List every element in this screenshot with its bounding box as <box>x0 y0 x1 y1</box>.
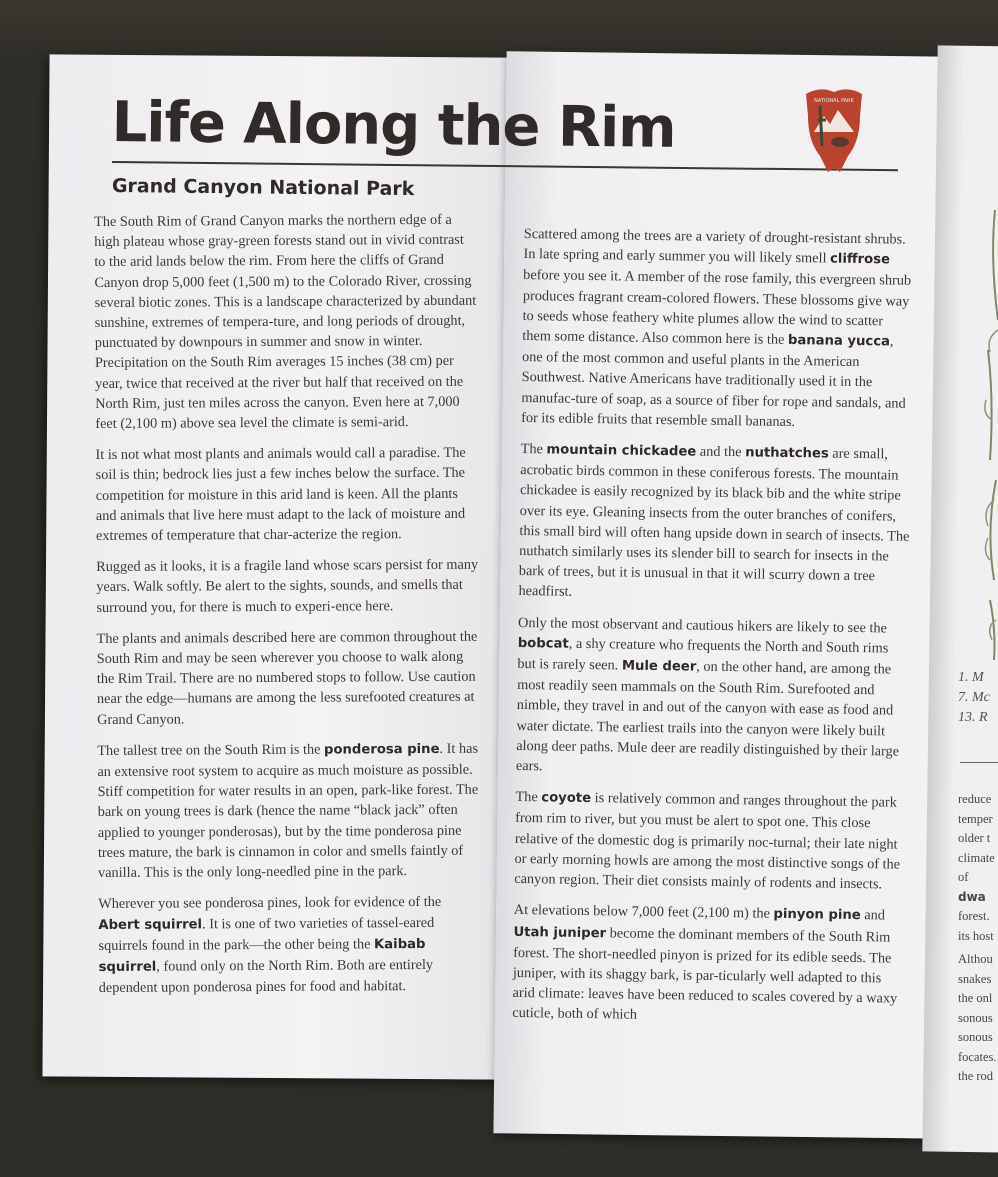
far-divider <box>960 762 998 763</box>
right-paragraph: Scattered among the trees are a variety of drought-resistant shrubs. In late spring and early summer you will likely smell cliffrose before you see it. A member of the rose family, this evergreen shrub produces fragrant cream-colored flowers. These blossoms give way to seeds whose feathery white plumes allow the wind to scatter them some distance. Also common here is the banana yucca, one of the most common and useful plants in the American Southwest. Native Americans have traditionally used it in the manufac-ture of soap, as a source of fiber for rope and sandals, and for its edible fruits that resemble small bananas. <box>521 225 912 430</box>
far-line: Althou <box>958 952 993 966</box>
species-name: Mule deer <box>621 658 697 675</box>
far-caption: 1. M <box>958 670 984 685</box>
species-name: Kaibab squirrel <box>98 936 426 975</box>
page-subtitle: Grand Canyon National Park <box>111 175 415 201</box>
left-paragraph: Wherever you see ponderosa pines, look for evidence of the Abert squirrel. It is one of two varieties of tassel-eared squirrels found in the park—the other being the Kaibab squirrel, found only on the North Rim. Both are entirely dependent upon ponderosa pines for food and habitat. <box>98 894 442 997</box>
far-line: its host <box>958 928 994 943</box>
svg-text:NATIONAL PARK: NATIONAL PARK <box>814 98 854 104</box>
background-top <box>0 0 998 60</box>
species-name: pinyon pine <box>773 907 861 924</box>
page-title: Life Along the Rim <box>111 90 676 161</box>
far-captions <box>958 668 990 728</box>
far-line: temper <box>958 811 993 826</box>
far-line: of dwa <box>958 870 986 904</box>
species-name: Abert squirrel <box>98 916 203 933</box>
species-name: dwa <box>958 889 986 904</box>
left-paragraph: The South Rim of Grand Canyon marks the northern edge of a high plateau whose gray-green forests stand out in vivid contrast to the arid lands below the rim. From here the cliffs of Grand Canyon drop 5,000 feet (1,500 m) to the Colorado River, crossing several biotic zones. This is a landscape characterized by abundant sunshine, extremes of tempera-ture, and long periods of drought, punctuated by downpours in summer and snow in winter. Precipitation on the South Rim averages 15 inches (38 cm) per year, twice that received at the river but half that received on the North Rim, just ten miles across the canyon. Even here at 7,000 feet (2,100 m) above sea level the climate is semi-arid. <box>94 211 477 433</box>
species-name: ponderosa pine <box>323 741 440 758</box>
far-caption: 13. R <box>958 710 988 725</box>
far-line: the rod <box>958 1069 994 1083</box>
left-text-column <box>94 210 483 1010</box>
species-name: Utah juniper <box>513 924 607 941</box>
far-caption: 7. Mc <box>958 690 990 705</box>
left-paragraph: The tallest tree on the South Rim is the ponderosa pine. It has an extensive root system to acquire as much moisture as possible. Stiff competition for water results in an open, park-like forest. The bark on young trees is dark (hence the name “black jack” often applied to younger ponderosas), but by the time ponderosa pine trees mature, the bark is cinnamon in color and smells faintly of vanilla. This is the only long-needled pine in the park. <box>97 740 479 882</box>
far-line: sonous <box>958 1010 993 1025</box>
right-paragraph: At elevations below 7,000 feet (2,100 m) the pinyon pine and Utah juniper become the dominant members of the South Rim forest. The short-needled pinyon is prized for its edible seeds. The juniper, with its shaggy bark, is par-ticularly well adapted to this arid climate: leaves have been reduced to scales covered by a waxy cuticle, both of which <box>512 902 898 1024</box>
species-name: cliffrose <box>829 251 891 268</box>
species-name: coyote <box>541 790 592 807</box>
far-line: older t <box>958 831 991 845</box>
right-paragraph: The mountain chickadee and the nuthatches are small, acrobatic birds common in these coniferous forests. The mountain chickadee is easily recognized by its black bib and the white stripe over its eye. Gleaning insects from the outer branches of conifers, this small bird will often hang upside down in search of insects. The nuthatch similarly uses its slender bill to search for insects in the bark of trees, but it is unusual in that it will scurry down a tree headfirst. <box>518 441 910 601</box>
plant-illustration-icon <box>960 200 998 670</box>
species-name: nuthatches <box>745 445 829 462</box>
nps-arrowhead-icon <box>800 86 868 176</box>
far-line: forest. <box>958 909 990 923</box>
right-paragraph: The coyote is relatively common and ranges throughout the park from rim to river, but you must be alert to spot one. This close relative of the domestic dog is primarily noc-turnal; their late night or early morning howls are among the most distinctive songs of the canyon region. Their diet consists mainly of rodents and insects. <box>514 789 901 893</box>
right-paragraph: Only the most observant and cautious hikers are likely to see the bobcat, a shy creature who frequents the North and South rims but is rarely seen. Mule deer, on the other hand, are among the most readily seen mammals on the South Rim. Surefooted and nimble, they travel in and out of the canyon with ease as food and water dictate. The earliest trails into the canyon were likely built along deer paths. Mule deer are readily distinguished by their large ears. <box>515 614 900 775</box>
far-line: snakes <box>958 971 992 986</box>
right-text-column <box>512 224 916 1040</box>
far-text-a <box>958 790 998 946</box>
far-line: sonous <box>958 1030 993 1044</box>
far-line: the onl <box>958 991 993 1005</box>
far-line: reduce <box>958 792 992 806</box>
species-name: banana yucca <box>787 332 891 350</box>
far-text-b <box>958 950 997 1087</box>
far-line: climate <box>958 850 995 865</box>
species-name: mountain chickadee <box>546 442 697 460</box>
left-paragraph: The plants and animals described here are common throughout the South Rim and may be seen wherever you choose to walk along the Rim Trail. There are no numbered stops to follow. Use caution near the edge—humans are among the less surefooted creatures at Grand Canyon. <box>96 628 478 728</box>
far-line: focates. <box>958 1049 997 1064</box>
species-name: bobcat <box>517 635 569 652</box>
left-paragraph: It is not what most plants and animals would call a paradise. The soil is thin; bedrock lies just a few inches below the surface. The competition for moisture in this arid land is keen. All the plants and animals that live here must adapt to the lack of moisture and extremes of temperature that char-acterize the region. <box>95 444 466 545</box>
left-paragraph: Rugged as it looks, it is a fragile land whose scars persist for many years. Walk softly. Be alert to the sights, sounds, and smells that surround you, for there is much to experi-ence here. <box>96 556 479 616</box>
